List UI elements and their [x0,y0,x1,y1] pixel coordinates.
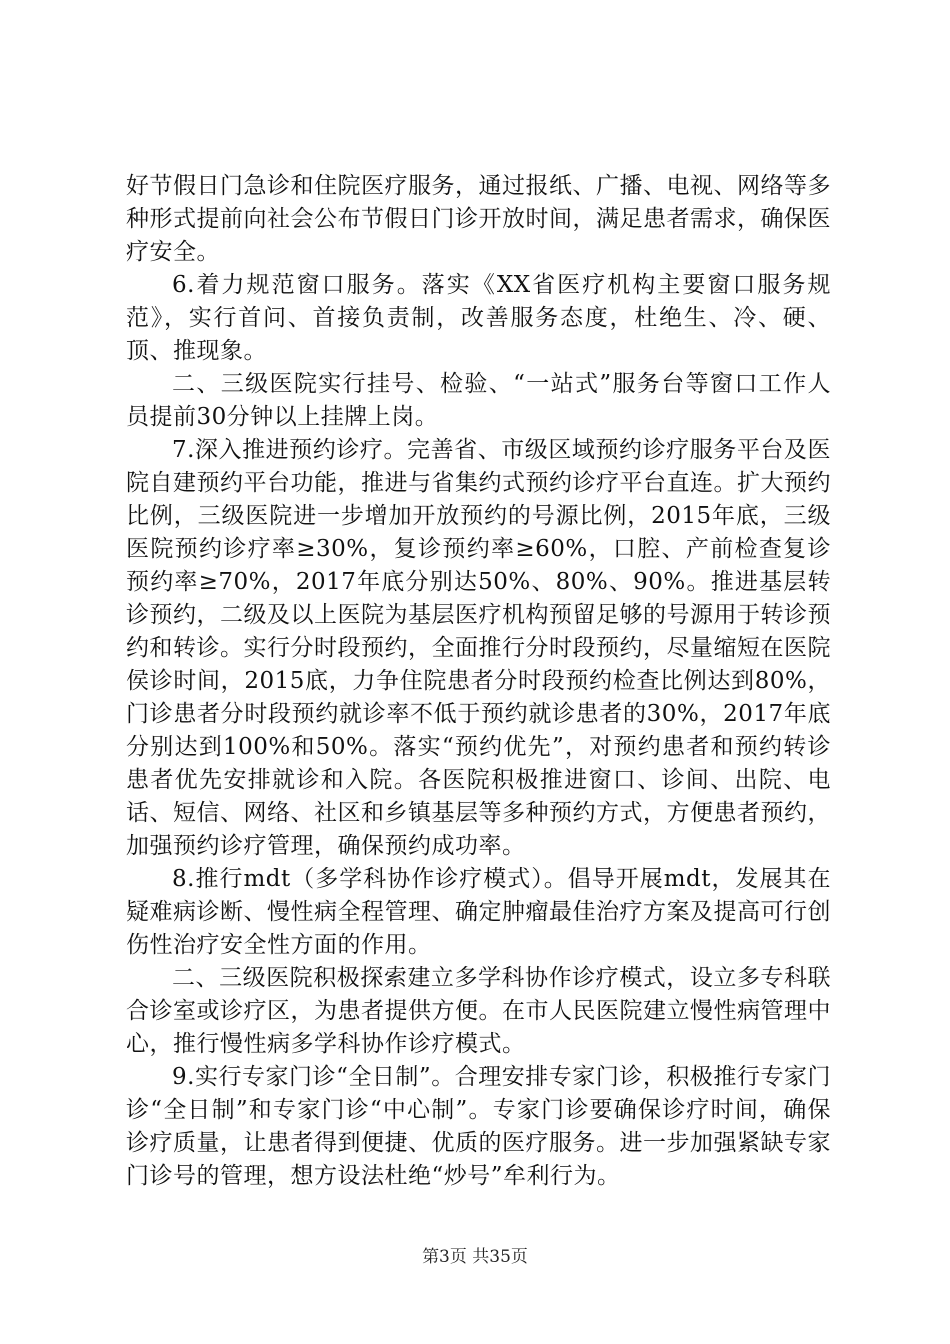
paragraph-window-staff: 二、三级医院实行挂号、检验、“一站式”服务台等窗口工作人员提前30分钟以上挂牌上岗。 [126,371,831,430]
paragraph-item-7: 7.深入推进预约诊疗。完善省、市级区域预约诊疗服务平台及医院自建预约平台功能，推进与省集约式预约诊疗平台直连。扩大预约比例，三级医院进一步增加开放预约的号源比例，2015年底，三级医院预约诊疗率≥30%，复诊预约率≥60%，口腔、产前检查复诊预约率≥70%，2017年底分别达50%、80%、90%。推进基层转诊预约，二级及以上医院为基层医疗机构预留足够的号源用于转诊预约和转诊。实行分时段预约，全面推行分时段预约，尽量缩短在医院侯诊时间，2015底，力争住院患者分时段预约检查比例达到80%，门诊患者分时段预约就诊率不低于预约就诊患者的30%，2017年底分别达到100%和50%。落实“预约优先”，对预约患者和预约转诊患者优先安排就诊和入院。各医院积极推进窗口、诊间、出院、电话、短信、网络、社区和乡镇基层等多种预约方式，方便患者预约，加强预约诊疗管理，确保预约成功率。 [126,437,831,859]
document-body [126,170,831,1193]
paragraph-continuation: 好节假日门急诊和住院医疗服务，通过报纸、广播、电视、网络等多种形式提前向社会公布节假日门诊开放时间，满足患者需求，确保医疗安全。 [126,173,831,265]
paragraph-item-6: 6.着力规范窗口服务。落实《XX省医疗机构主要窗口服务规范》，实行首问、首接负责制，改善服务态度，杜绝生、冷、硬、顶、推现象。 [126,272,831,364]
page-number-label: 第3页 共35页 [422,1247,528,1267]
paragraph-mdt-clinics: 二、三级医院积极探索建立多学科协作诊疗模式，设立多专科联合诊室或诊疗区，为患者提供方便。在市人民医院建立慢性病管理中心，推行慢性病多学科协作诊疗模式。 [126,965,831,1057]
page-footer [0,1242,950,1267]
paragraph-item-8: 8.推行mdt（多学科协作诊疗模式）。倡导开展mdt，发展其在疑难病诊断、慢性病全程管理、确定肿瘤最佳治疗方案及提高可行创伤性治疗安全性方面的作用。 [126,866,831,958]
paragraph-item-9: 9.实行专家门诊“全日制”。合理安排专家门诊，积极推行专家门诊“全日制”和专家门诊“中心制”。专家门诊要确保诊疗时间，确保诊疗质量，让患者得到便捷、优质的医疗服务。进一步加强紧缺专家门诊号的管理，想方设法杜绝“炒号”牟利行为。 [126,1064,831,1189]
